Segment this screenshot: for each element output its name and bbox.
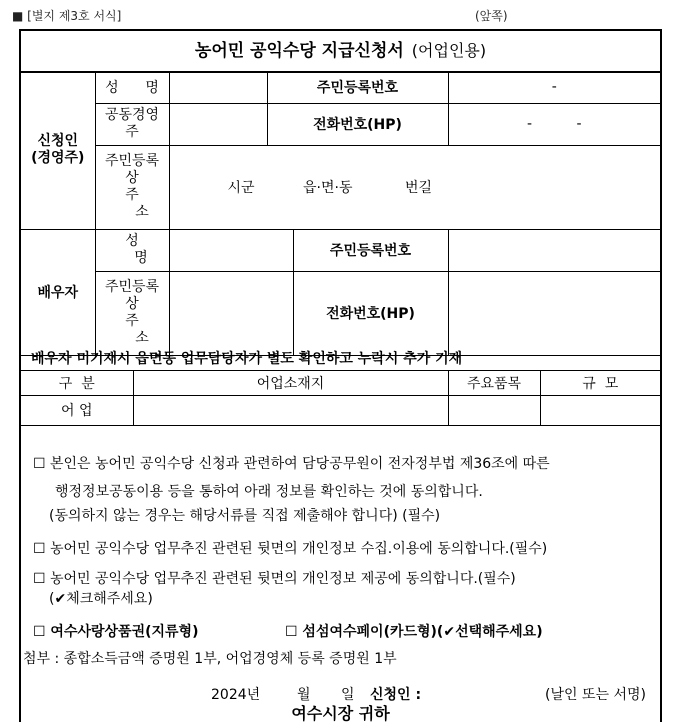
applicant-address-label: 주민등록 상 주 소 [95,145,169,229]
applicant-phone-label: 전화번호(HP) [267,103,448,145]
spouse-name-field[interactable] [169,229,293,271]
spouse-address-field[interactable] [169,271,293,355]
consent-check-hint: (✔체크해주세요) [49,591,153,607]
biz-header-scale: 규 모 [540,371,660,395]
page-side: (앞쪽) [475,9,508,23]
spouse-phone-label: 전화번호(HP) [293,271,448,355]
applicant-table [21,71,660,356]
option-card-pay[interactable]: ☐ 섬섬여수페이(카드형)(✔선택해주세요) [285,624,543,640]
applicant-name-label: 성 명 [95,71,169,103]
addr-si: 시군 [227,180,255,196]
comanager-label: 공동경영 주 [95,103,169,145]
sig-year: 2024년 [211,687,261,703]
biz-header-product: 주요품목 [448,371,540,395]
spouse-rrn-field[interactable] [448,229,660,271]
form-title [21,31,660,73]
addr-eup: 읍·면·동 [303,180,353,196]
sig-month[interactable]: 월 [297,687,311,703]
comanager-field[interactable] [169,103,267,145]
biz-location-field[interactable] [133,395,448,425]
option-paper-voucher[interactable]: ☐ 여수사랑상품권(지류형) [33,624,199,640]
addr-bungil: 번길 [404,180,433,196]
sig-seal: (날인 또는 서명) [545,687,646,703]
biz-row-label: 어 업 [21,395,133,425]
form-number: ■ [별지 제3호 서식] [12,9,122,23]
consent-sharing-line1[interactable]: ☐ 본인은 농어민 공익수당 신청과 관련하여 담당공무원이 전자정부법 제36조에 따른 [33,456,550,472]
spouse-note: 배우자 미기재시 읍면동 업무담당자가 별도 확인하고 누락시 추가 기재 [21,347,660,371]
form-title-main: 농어민 공익수당 지급신청서 [194,41,404,61]
biz-header-location: 어업소재지 [133,371,448,395]
spouse-rrn-label: 주민등록번호 [293,229,448,271]
biz-scale-field[interactable] [540,395,660,425]
application-form [19,29,662,722]
sig-day[interactable]: 일 [341,687,355,703]
form-header [12,7,671,25]
applicant-rrn-label: 주민등록번호 [267,71,448,103]
applicant-section-label: 신청인 (경영주) [21,71,95,229]
spouse-address-label: 주민등록 상 주 소 [95,271,169,355]
applicant-address-field[interactable] [169,145,660,229]
applicant-rrn-field[interactable]: - [448,71,660,103]
attachment-note: 첨부 : 종합소득금액 증명원 1부, 어업경영체 등록 증명원 1부 [23,651,397,667]
spouse-section-label: 배우자 [21,229,95,355]
business-table [21,371,660,426]
consent-provision[interactable]: ☐ 농어민 공익수당 업무추진 관련된 뒷면의 개인정보 제공에 동의합니다.(필수) [33,571,516,587]
sig-applicant[interactable]: 신청인 : [370,687,422,703]
consent-collection[interactable]: ☐ 농어민 공익수당 업무추진 관련된 뒷면의 개인정보 수집.이용에 동의합니다.(필수) [33,541,548,557]
spouse-name-label: 성 명 [95,229,169,271]
biz-header-category: 구 분 [21,371,133,395]
form-title-sub: (어업인용) [411,41,487,60]
spouse-phone-field[interactable] [448,271,660,355]
recipient: 여수시장 귀하 [291,704,390,723]
consent-sharing-line2: 행정정보공동이용 등을 통하여 아래 정보를 확인하는 것에 동의합니다. [55,484,483,500]
biz-product-field[interactable] [448,395,540,425]
applicant-phone-field[interactable]: - - [448,103,660,145]
applicant-name-field[interactable] [169,71,267,103]
consent-sharing-line3: (동의하지 않는 경우는 해당서류를 직접 제출해야 합니다) (필수) [49,508,441,524]
